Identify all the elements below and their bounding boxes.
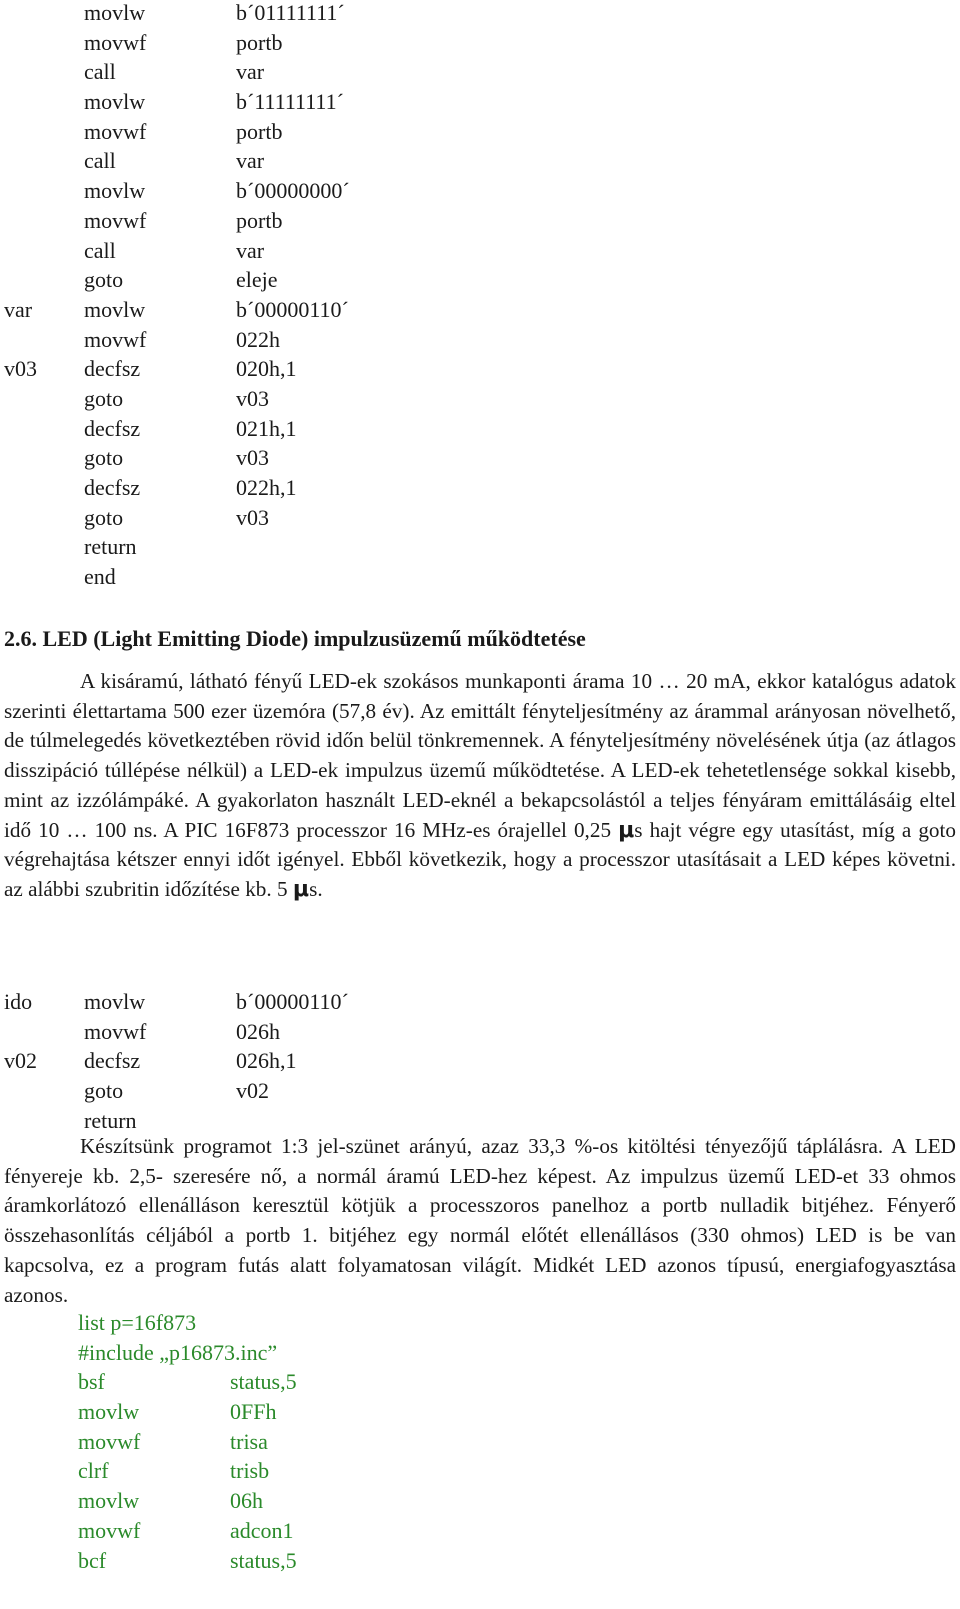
code-operand: 026h (236, 1018, 280, 1044)
code-mnemonic: end (84, 564, 116, 590)
paragraph-pwm-task (4, 1132, 956, 1310)
code-mnemonic: movwf (84, 29, 147, 55)
code-mnemonic: movwf (84, 1018, 147, 1044)
code-operand: portb (236, 118, 283, 144)
code-mnemonic: #include „p16873.inc” (78, 1339, 278, 1365)
code-operand: portb (236, 207, 283, 233)
code-operand: 0FFh (230, 1399, 277, 1425)
section-heading: 2.6. LED (Light Emitting Diode) impulzusüzemű működtetése (4, 626, 586, 651)
code-mnemonic: call (84, 148, 116, 174)
code-mnemonic: movlw (78, 1399, 140, 1425)
code-mnemonic: bcf (78, 1547, 107, 1573)
code-operand: 026h,1 (236, 1048, 297, 1074)
para1-text-b: s hajt végre egy utasítást, míg a goto végrehajtása kétszer ennyi időt igényel. Ebből következik, hogy a processzor utasításait a LED képes követni. az alábbi szubritin időzítése kb. 5 (4, 817, 956, 901)
paragraph-led-intro-text (4, 667, 956, 905)
para1-text-a: A kisáramú, látható fényű LED-ek szokásos munkaponti árama 10 … 20 mA, ekkor katalógus adatok szerinti élettartama 500 ezer üzemóra (57,8 év). Az emittált fényteljesítmény az árammal arányosan növelhető, de túlmelegedés következtében rövid időn belül tönkremennek. A fényteljesítmény növelésének útja (az átlagos disszipáció túllépése nélkül) a LED-ek impulzus üzemű működtetése. A LED-ek tehetetlensége sokkal kisebb, mint az izzólámpáké. A gyakorlaton használt LED-eknél a bekapcsolástól a teljes fényáram emittálásáig eltel idő 10 … 100 ns. A PIC 16F873 processzor 16 MHz-es órajellel 0,25 (4, 669, 956, 842)
code-operand: 022h,1 (236, 475, 297, 500)
code-label: ido (4, 989, 33, 1014)
code-operand: 022h (236, 326, 280, 352)
code-operand: v02 (236, 1078, 269, 1104)
code-mnemonic: movlw (84, 296, 146, 322)
code-mnemonic: return (84, 534, 137, 560)
code-operand: b´11111111´ (236, 89, 344, 115)
code-operand: 020h,1 (236, 356, 297, 382)
code-operand: status,5 (230, 1369, 297, 1395)
code-operand: trisa (230, 1428, 268, 1454)
code-operand: adcon1 (230, 1517, 294, 1543)
code-mnemonic: movwf (78, 1428, 141, 1454)
code-mnemonic: goto (84, 504, 124, 530)
code-operand: 021h,1 (236, 415, 297, 441)
paragraph-led-intro (4, 667, 956, 905)
micro-symbol: μ (292, 876, 310, 902)
micro-symbol: μ (618, 817, 635, 843)
code-mnemonic: call (84, 237, 116, 263)
code-mnemonic: return (84, 1107, 137, 1133)
code-mnemonic: decfsz (84, 356, 141, 382)
code-operand: var (236, 148, 265, 174)
code-operand: b´00000000´ (236, 178, 350, 204)
code-mnemonic: movlw (84, 89, 146, 115)
code-mnemonic: movwf (78, 1517, 141, 1543)
code-operand: eleje (236, 267, 278, 293)
code-label: v02 (4, 1048, 37, 1074)
code-operand: 06h (230, 1488, 263, 1514)
code-operand: v03 (236, 504, 269, 530)
code-operand: var (236, 237, 265, 263)
code-mnemonic: call (84, 59, 116, 85)
code-operand: v03 (236, 385, 269, 411)
code-mnemonic: goto (84, 1078, 124, 1104)
code-operand: b´01111111´ (236, 0, 345, 25)
code-mnemonic: movlw (78, 1488, 140, 1514)
code-mnemonic: movwf (84, 326, 147, 352)
code-operand: b´00000110´ (236, 989, 349, 1014)
paragraph-pwm-task-text: Készítsünk programot 1:3 jel-szünet arányú, azaz 33,3 %-os kitöltési tényezőjű táplálásra. A LED fényereje kb. 2,5- szeresére nő, a normál áramú LED-hez képest. Az impulzus üzemű LED-et 33 ohmos áramkorlátozó ellenálláson keresztül kötjük a processzoros panelhoz a portb nulladik bitjéhez. Fényerő összehasonlítás céljából a portb 1. bitjéhez egy normál előtét ellenállásos (330 ohmos) LED is be van kapcsolva, ez a program futás alatt folyamatosan világít. Midkét LED azonos típusú, energiafogyasztása azonos. (4, 1134, 956, 1307)
code-mnemonic: clrf (78, 1458, 109, 1484)
code-mnemonic: decfsz (84, 475, 141, 500)
code-operand: portb (236, 29, 283, 55)
code-mnemonic: decfsz (84, 415, 141, 441)
code-operand: v03 (236, 445, 269, 471)
code-operand: trisb (230, 1458, 270, 1484)
code-mnemonic: list p=16f873 (78, 1310, 197, 1335)
code-mnemonic: movlw (84, 178, 146, 204)
code-mnemonic: movlw (84, 989, 146, 1014)
code-mnemonic: goto (84, 385, 124, 411)
code-mnemonic: goto (84, 267, 124, 293)
code-mnemonic: movwf (84, 207, 147, 233)
code-operand: status,5 (230, 1547, 297, 1573)
code-operand: b´00000110´ (236, 296, 349, 322)
code-mnemonic: movwf (84, 118, 147, 144)
code-mnemonic: bsf (78, 1369, 105, 1395)
code-mnemonic: goto (84, 445, 124, 471)
code-label: var (4, 296, 33, 322)
code-mnemonic: movlw (84, 0, 146, 25)
para1-text-c: s. (309, 876, 323, 901)
code-label: v03 (4, 356, 37, 382)
code-operand: var (236, 59, 265, 85)
code-mnemonic: decfsz (84, 1048, 141, 1074)
